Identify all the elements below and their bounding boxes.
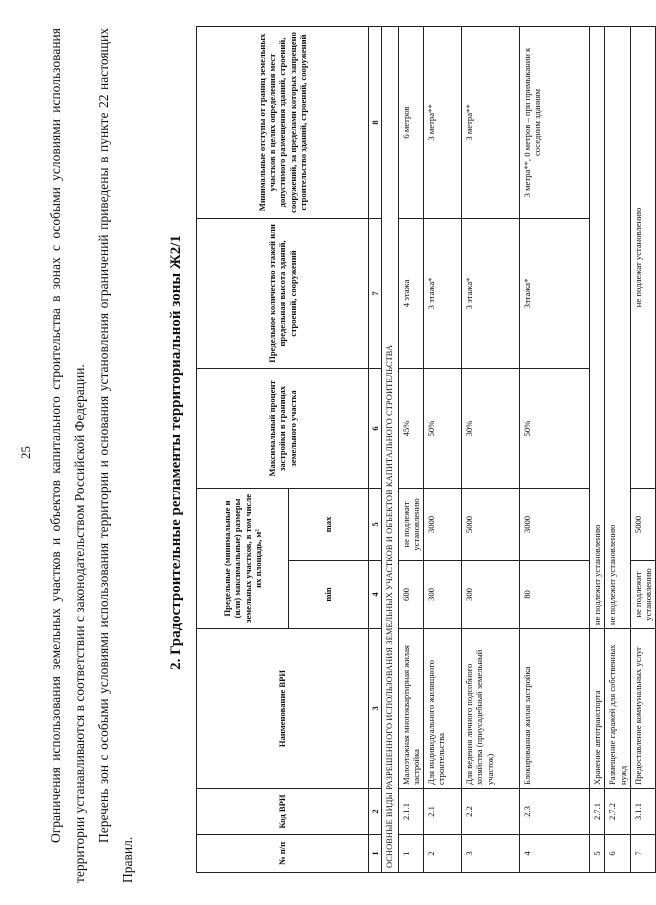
row-number: 7	[630, 835, 655, 873]
row-min: 80	[520, 561, 590, 629]
row-merged-value: не подлежит установлению	[605, 26, 630, 628]
row-setback: 3 метра**	[462, 26, 520, 218]
regulations-table	[196, 26, 656, 873]
row-max: 3000	[520, 488, 590, 560]
row-min: 600	[399, 561, 424, 629]
row-merged-value: не подлежат установлению	[630, 26, 655, 488]
row-floors: 4 этажа	[399, 218, 424, 368]
row-min: 300	[462, 561, 520, 629]
col-number: 6	[369, 368, 382, 488]
intro-text	[44, 28, 140, 883]
header-min: min	[289, 561, 369, 629]
row-code: 2.1	[424, 789, 462, 835]
table-row	[520, 26, 590, 872]
section-title-row: ОСНОВНЫЕ ВИДЫ РАЗРЕШЕННОГО ИСПОЛЬЗОВАНИЯ ЗЕМЕЛЬНЫХ УЧАСТКОВ И ОБЪЕКТОВ КАПИТАЛЬНОГО СТРОИТЕЛЬСТВА	[382, 26, 399, 872]
header-setback: Минимальные отступы от границ земельных участков в целях определения мест допустимого размещения зданий, строений, сооружений, за пределами которых запрещено строительство зданий, строений, сооружений	[197, 26, 369, 218]
row-max: 5000	[462, 488, 520, 560]
row-name: Для ведения личного подсобного хозяйства (приусадебный земельный участок)	[462, 629, 520, 789]
col-number: 4	[369, 561, 382, 629]
table-row	[590, 26, 605, 872]
row-code: 2.7.2	[605, 789, 630, 835]
col-number: 2	[369, 789, 382, 835]
row-number: 4	[520, 835, 590, 873]
row-max: 3000	[424, 488, 462, 560]
page-number: 25	[18, 446, 33, 459]
row-min: 300	[424, 561, 462, 629]
header-name: Наименование ВРИ	[197, 629, 369, 789]
column-number-row	[369, 26, 382, 872]
row-floors: 3 этажа*	[462, 218, 520, 368]
row-number: 1	[399, 835, 424, 873]
row-name: Предоставление коммунальных услуг	[630, 629, 655, 789]
row-percent: 30%	[462, 368, 520, 488]
row-code: 2.3	[520, 789, 590, 835]
col-number: 3	[369, 629, 382, 789]
table-row	[462, 26, 520, 872]
row-floors: 3 этажа*	[424, 218, 462, 368]
header-max: max	[289, 488, 369, 560]
header-number: № п/п	[197, 835, 369, 873]
header-floors: Предельное количество этажей или предельная высота зданий, строений, сооружений	[197, 218, 369, 368]
row-min: не подлежит установлению	[630, 561, 655, 629]
row-percent: 50%	[424, 368, 462, 488]
row-name: Малоэтажная многоквартирная жилая застройка	[399, 629, 424, 789]
row-code: 2.2	[462, 789, 520, 835]
col-number: 1	[369, 835, 382, 873]
paragraph-zones-list: Перечень зон с особыми условиями использования территории и основания установления ограничений приведены в пункте 22 настоящих Правил.	[96, 28, 135, 883]
table-row	[424, 26, 462, 872]
row-name: Хранение автотранспорта	[590, 629, 605, 789]
row-code: 3.1.1	[630, 789, 655, 835]
row-merged-value: не подлежит установлению	[590, 26, 605, 628]
row-name: Размещение гаражей для собственных нужд	[605, 629, 630, 789]
col-number: 5	[369, 488, 382, 560]
row-setback: 3 метра**	[424, 26, 462, 218]
table-row	[630, 26, 655, 872]
row-setback: 3 метра**, 0 метров – при примыкании к соседним зданиям	[520, 26, 590, 218]
row-code: 2.7.1	[590, 789, 605, 835]
col-number: 7	[369, 218, 382, 368]
row-percent: 45%	[399, 368, 424, 488]
row-max: 5000	[630, 488, 655, 560]
header-percent: Максимальный процент застройки в границах земельного участка	[197, 368, 369, 488]
row-number: 2	[424, 835, 462, 873]
row-name: Для индивидуального жилищного строительства	[424, 629, 462, 789]
row-name: Блокированная жилая застройка	[520, 629, 590, 789]
row-setback: 6 метров	[399, 26, 424, 218]
row-number: 3	[462, 835, 520, 873]
row-code: 2.1.1	[399, 789, 424, 835]
section-heading: 2. Градостроительные регламенты территориальной зоны Ж2/1	[168, 235, 184, 670]
col-number: 8	[369, 26, 382, 218]
row-max: не подлежит установлению	[399, 488, 424, 560]
header-code: Код ВРИ	[197, 789, 369, 835]
header-size-group: Предельные (минимальные и (или) максимальные) размеры земельных участков, в том числе их площадь, м²	[197, 488, 289, 628]
row-number: 5	[590, 835, 605, 873]
table-row	[605, 26, 630, 872]
table-row	[399, 26, 424, 872]
row-percent: 50%	[520, 368, 590, 488]
row-floors: 3этажа*	[520, 218, 590, 368]
row-number: 6	[605, 835, 630, 873]
paragraph-restrictions: Ограничения использования земельных участков и объектов капитального строительства в зонах с особыми условиями использования территории устанавливаются в соответствии с законодательством Российской Федерации.	[48, 28, 87, 883]
